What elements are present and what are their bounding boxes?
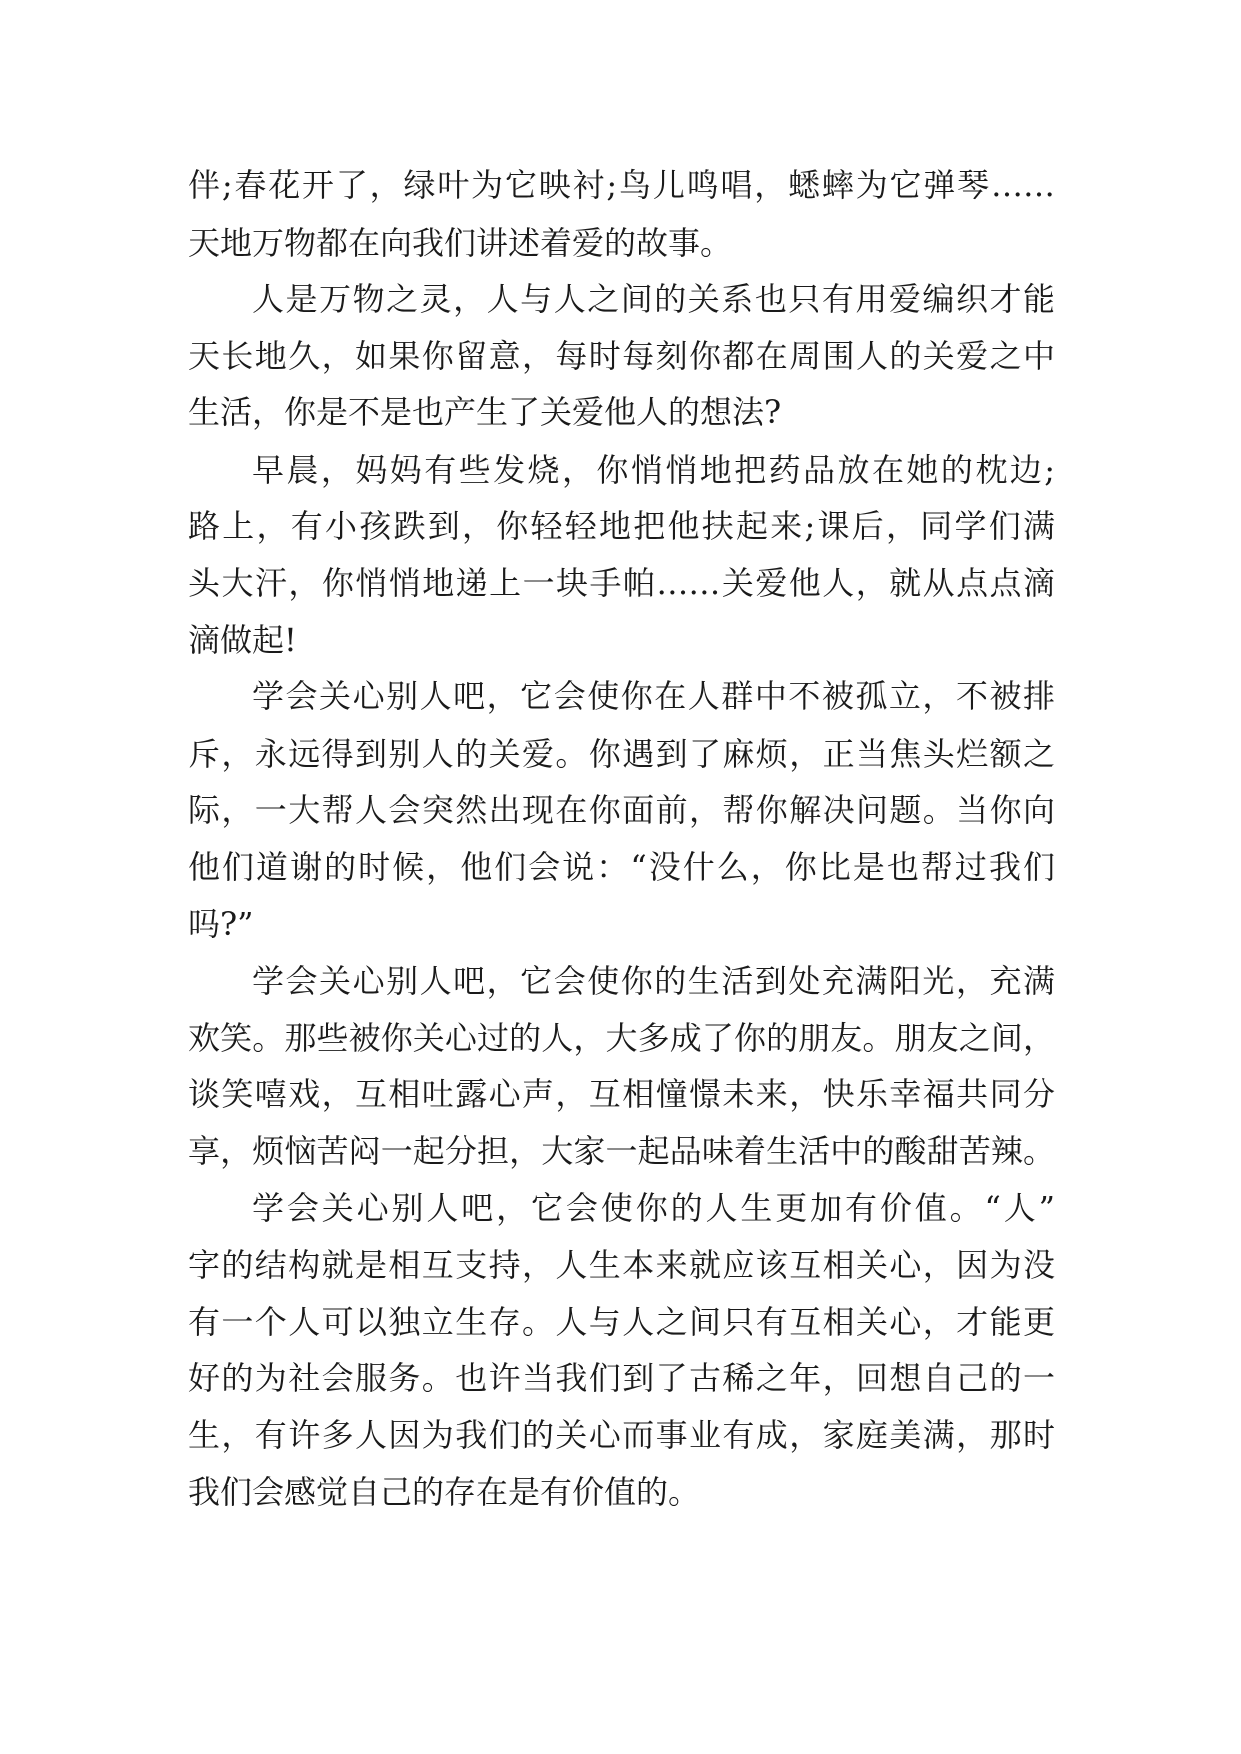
text-line: 我们会感觉自己的存在是有价值的。 xyxy=(188,1473,701,1511)
text-line: 享，烦恼苦闷一起分担，大家一起品味着生活中的酸甜苦辣。 xyxy=(188,1132,1055,1170)
text-line: 他们道谢的时候，他们会说：“没什么，你比是也帮过我们 xyxy=(188,848,1055,886)
text-line: 早晨，妈妈有些发烧，你悄悄地把药品放在她的枕边; xyxy=(252,451,1055,489)
text-line: 生活，你是不是也产生了关爱他人的想法? xyxy=(188,393,782,431)
text-line: 字的结构就是相互支持，人生本来就应该互相关心，因为没 xyxy=(188,1246,1055,1284)
text-line: 天长地久，如果你留意，每时每刻你都在周围人的关爱之中 xyxy=(188,337,1055,375)
text-line: 际，一大帮人会突然出现在你面前，帮你解决问题。当你向 xyxy=(188,791,1055,829)
text-line: 有一个人可以独立生存。人与人之间只有互相关心，才能更 xyxy=(188,1303,1055,1341)
text-line: 路上，有小孩跌到，你轻轻地把他扶起来;课后，同学们满 xyxy=(188,507,1055,545)
text-line: 天地万物都在向我们讲述着爱的故事。 xyxy=(188,224,733,262)
text-line: 学会关心别人吧，它会使你的生活到处充满阳光，充满 xyxy=(252,962,1055,1000)
text-line: 吗?” xyxy=(188,905,254,943)
text-line: 滴做起! xyxy=(188,621,297,659)
text-line: 斥，永远得到别人的关爱。你遇到了麻烦，正当焦头烂额之 xyxy=(188,735,1055,773)
text-line: 伴;春花开了，绿叶为它映衬;鸟儿鸣唱，蟋蟀为它弹琴…… xyxy=(188,166,1055,204)
text-line: 欢笑。那些被你关心过的人，大多成了你的朋友。朋友之间， xyxy=(188,1019,1055,1057)
text-line: 生，有许多人因为我们的关心而事业有成，家庭美满，那时 xyxy=(188,1416,1055,1454)
text-line: 人是万物之灵，人与人之间的关系也只有用爱编织才能 xyxy=(252,280,1055,318)
text-line: 学会关心别人吧，它会使你在人群中不被孤立，不被排 xyxy=(252,677,1055,715)
text-line: 好的为社会服务。也许当我们到了古稀之年，回想自己的一 xyxy=(188,1359,1055,1397)
text-line: 谈笑嘻戏，互相吐露心声，互相憧憬未来，快乐幸福共同分 xyxy=(188,1075,1055,1113)
text-line: 头大汗，你悄悄地递上一块手帕……关爱他人，就从点点滴 xyxy=(188,564,1055,602)
text-line: 学会关心别人吧，它会使你的人生更加有价值。“人” xyxy=(252,1189,1055,1227)
